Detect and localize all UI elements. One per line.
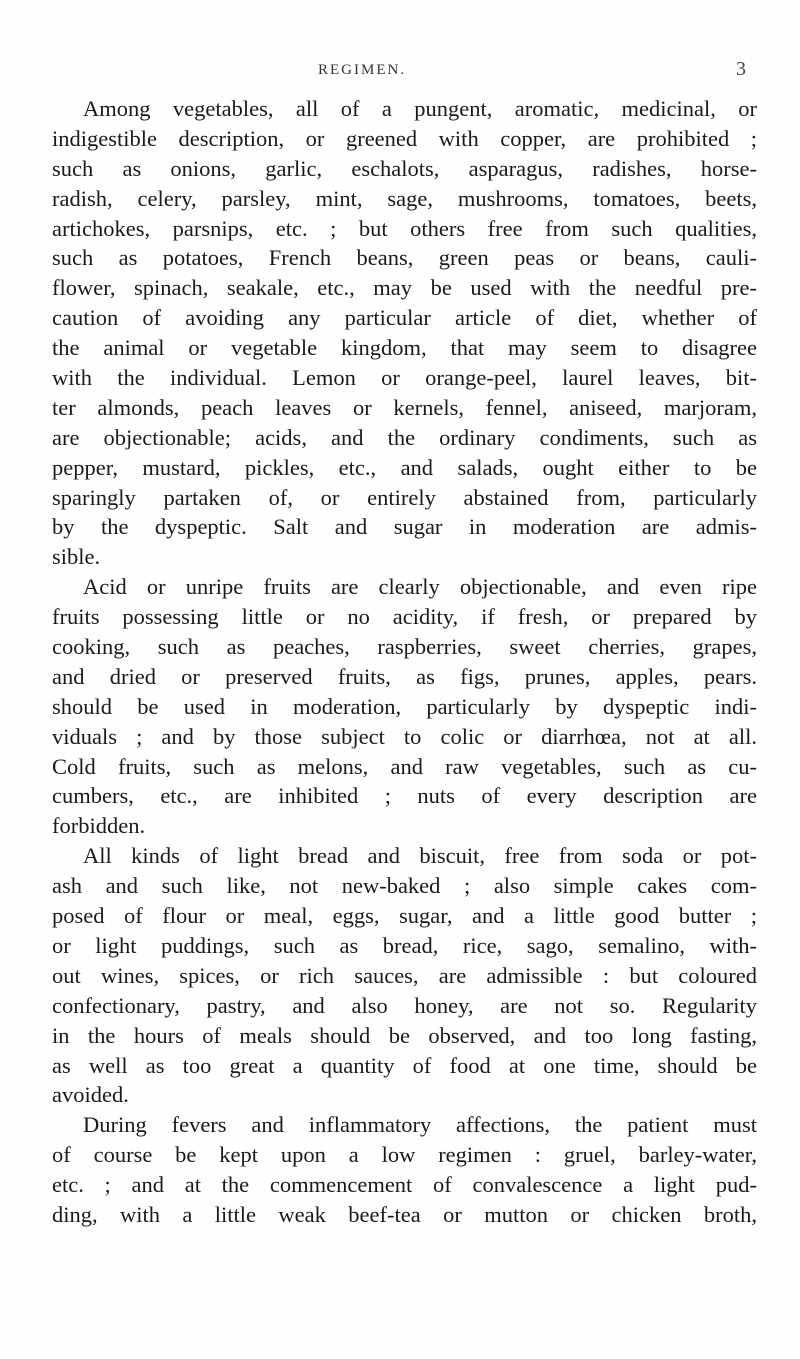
text-line: are objectionable; acids, and the ordinary condiments, such as	[52, 424, 757, 450]
text-line: ding, with a little weak beef-tea or mutton or chicken broth,	[52, 1201, 757, 1227]
text-line: During fevers and inflammatory affections, the patient must	[83, 1112, 757, 1138]
text-line: forbidden.	[52, 813, 146, 839]
text-line: confectionary, pastry, and also honey, are not so. Regularity	[52, 992, 757, 1018]
text-line: such as onions, garlic, eschalots, asparagus, radishes, horse-	[52, 155, 757, 181]
text-line: with the individual. Lemon or orange-peel, laurel leaves, bit-	[52, 365, 757, 391]
running-title: REGIMEN.	[318, 62, 407, 78]
text-line: or light puddings, such as bread, rice, sago, semalino, with-	[52, 932, 757, 958]
text-line: as well as too great a quantity of food at one time, should be	[52, 1052, 757, 1078]
text-line: and dried or preserved fruits, as figs, prunes, apples, pears.	[52, 663, 757, 689]
text-line: by the dyspeptic. Salt and sugar in moderation are admis-	[52, 514, 757, 540]
text-line: Acid or unripe fruits are clearly objectionable, and even ripe	[83, 574, 757, 600]
text-line: etc. ; and at the commencement of convalescence a light pud-	[52, 1172, 757, 1198]
text-line: caution of avoiding any particular article of diet, whether of	[52, 305, 757, 331]
text-line: sible.	[52, 544, 101, 570]
text-line: All kinds of light bread and biscuit, free from soda or pot-	[83, 843, 757, 869]
text-line: the animal or vegetable kingdom, that may seem to disagree	[52, 335, 757, 361]
text-line: should be used in moderation, particularly by dyspeptic indi-	[52, 693, 757, 719]
text-line: cooking, such as peaches, raspberries, sweet cherries, grapes,	[52, 634, 757, 660]
text-line: ash and such like, not new-baked ; also simple cakes com-	[52, 873, 757, 899]
text-line: ter almonds, peach leaves or kernels, fennel, aniseed, marjoram,	[52, 394, 757, 420]
text-line: cumbers, etc., are inhibited ; nuts of every description are	[52, 783, 757, 809]
text-line: avoided.	[52, 1082, 129, 1108]
text-line: fruits possessing little or no acidity, if fresh, or prepared by	[52, 604, 757, 630]
body-text	[52, 94, 757, 1230]
text-line: pepper, mustard, pickles, etc., and salads, ought either to be	[52, 454, 757, 480]
text-line: Cold fruits, such as melons, and raw vegetables, such as cu-	[52, 753, 757, 779]
text-line: such as potatoes, French beans, green peas or beans, cauli-	[52, 245, 757, 271]
text-line: artichokes, parsnips, etc. ; but others free from such qualities,	[52, 215, 757, 241]
text-line: in the hours of meals should be observed, and too long fasting,	[52, 1022, 757, 1048]
text-line: out wines, spices, or rich sauces, are admissible : but coloured	[52, 962, 757, 988]
text-line: sparingly partaken of, or entirely abstained from, particularly	[52, 484, 757, 510]
text-line: posed of flour or meal, eggs, sugar, and a little good butter ;	[52, 903, 757, 929]
page-number: 3	[736, 58, 746, 80]
text-line: indigestible description, or greened with copper, are prohibited ;	[52, 125, 757, 151]
text-line: flower, spinach, seakale, etc., may be used with the needful pre-	[52, 275, 757, 301]
text-line: viduals ; and by those subject to colic or diarrhœa, not at all.	[52, 723, 757, 749]
text-line: radish, celery, parsley, mint, sage, mushrooms, tomatoes, beets,	[52, 185, 757, 211]
text-line: Among vegetables, all of a pungent, aromatic, medicinal, or	[83, 96, 757, 121]
text-line: of course be kept upon a low regimen : gruel, barley-water,	[52, 1142, 757, 1168]
running-head	[0, 58, 800, 86]
